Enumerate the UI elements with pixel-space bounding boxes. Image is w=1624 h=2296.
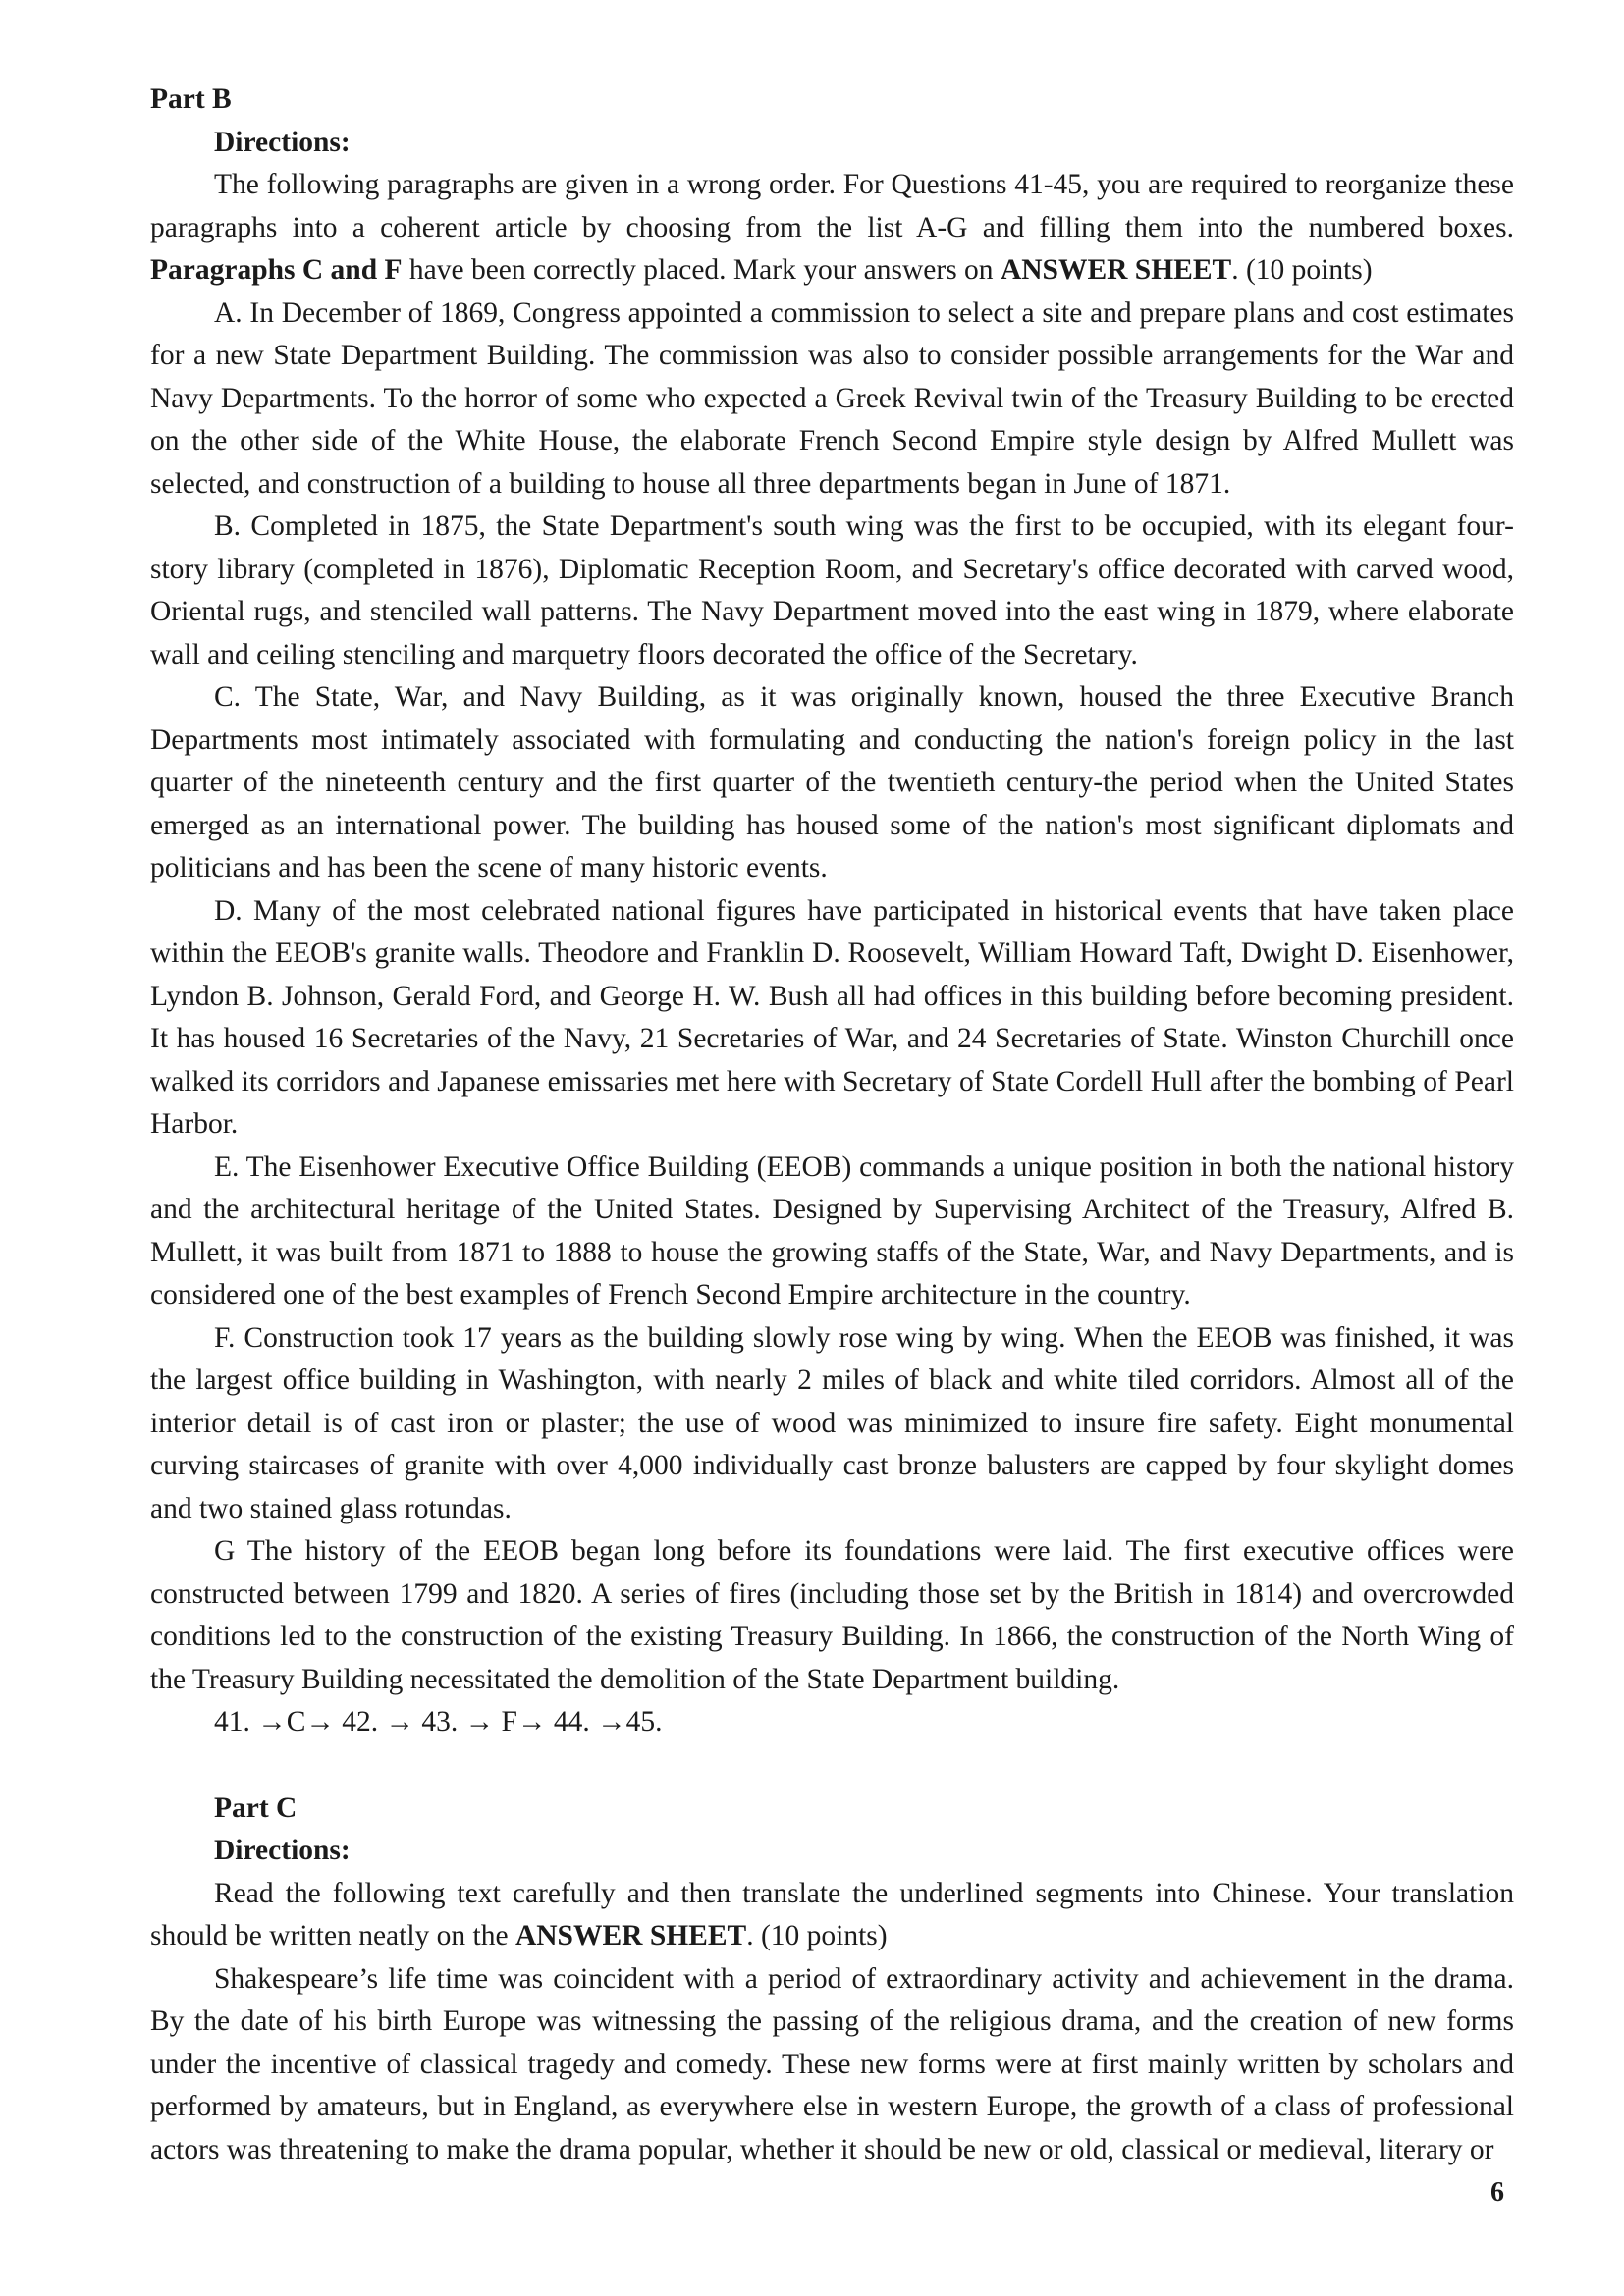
part-c-directions-segment: . (10 points): [746, 1920, 888, 1951]
paragraph-d: D. Many of the most celebrated national figures have participated in historical events that have taken place within the EEOB's granite walls. Theodore and Franklin D. Roosevelt, William Howard Taft, Dwight D. Eisenhower, Lyndon B. Johnson, Gerald Ford, and George H. W. Bush all had offices in this building before becoming president. It has housed 16 Secretaries of the Navy, 21 Secretaries of War, and 24 Secretaries of State. Winston Churchill once walked its corridors and Japanese emissaries met here with Secretary of State Cordell Hull after the bombing of Pearl Harbor.: [150, 894, 1514, 1140]
part-b-directions-segment: . (10 points): [1231, 254, 1373, 286]
paragraph-a: A. In December of 1869, Congress appointed a commission to select a site and prepare plans and cost estimates for a new State Department Building. The commission was also to consider possible arrangements for the War and Navy Departments. To the horror of some who expected a Greek Revival twin of the Treasury Building to be erected on the other side of the White House, the elaborate French Second Empire style design by Alfred Mullett was selected, and construction of a building to house all three departments began in June of 1871.: [150, 296, 1514, 500]
paragraph-g: G The history of the EEOB began long before its foundations were laid. The first executive offices were constructed between 1799 and 1820. A series of fires (including those set by the British in 1814) and overcrowded conditions led to the construction of the existing Treasury Building. In 1866, the construction of the North Wing of the Treasury Building necessitated the demolition of the State Department building.: [150, 1535, 1514, 1695]
paragraph-e: E. The Eisenhower Executive Office Building (EEOB) commands a unique position in both the national history and the architectural heritage of the United States. Designed by Supervising Architect of the Treasury, Alfred B. Mullett, it was built from 1871 to 1888 to house the growing staffs of the State, War, and Navy Departments, and is considered one of the best examples of French Second Empire architecture in the country.: [150, 1150, 1514, 1310]
part-b-directions: [150, 164, 1514, 293]
part-b-directions-segment: The following paragraphs are given in a wrong order. For Questions 41-45, you are required to reorganize these paragraphs into a coherent article by choosing from the list A-G and filling them into the numbered boxes.: [150, 169, 1514, 243]
part-b-directions-segment-bold: ANSWER SHEET: [1000, 254, 1232, 286]
part-c-directions-segment: Read the following text carefully and then translate the underlined segments into Chinese. Your translation should be written neatly on the: [150, 1877, 1514, 1951]
paragraph-b: B. Completed in 1875, the State Department's south wing was the first to be occupied, with its elegant four-story library (completed in 1876), Diplomatic Reception Room, and Secretary's office decorated with carved wood, Oriental rugs, and stenciled wall patterns. The Navy Department moved into the east wing in 1879, where elaborate wall and ceiling stenciling and marquetry floors decorated the office of the Secretary.: [150, 510, 1514, 670]
part-c-section: [150, 1788, 1514, 2172]
part-b-directions-label: Directions:: [214, 126, 351, 158]
page-number: 6: [1490, 2177, 1504, 2208]
paragraph-c: C. The State, War, and Navy Building, as it was originally known, housed the three Executive Branch Departments most intimately associated with formulating and conducting the nation's foreign policy in the last quarter of the nineteenth century and the first quarter of the twentieth century-the period when the United States emerged as an international power. The building has housed some of the nation's most significant diplomats and politicians and has been the scene of many historic events.: [150, 681, 1514, 883]
part-c-passage: Shakespeare’s life time was coincident with a period of extraordinary activity and achievement in the drama. By the date of his birth Europe was witnessing the passing of the religious drama, and the creation of new forms under the incentive of classical tragedy and comedy. These new forms were at first mainly written by scholars and performed by amateurs, but in England, as everywhere else in western Europe, the growth of a class of professional actors was threatening to make the drama popular, whether it should be new or old, classical or medieval, literary or: [150, 1962, 1514, 2165]
part-c-directions-segment-bold: ANSWER SHEET: [514, 1920, 747, 1951]
part-b-directions-segment-bold: Paragraphs C and F: [150, 254, 403, 286]
answer-boxes-line: 41. →C→ 42. → 43. → F→ 44. →45.: [214, 1706, 663, 1737]
part-c-directions-label: Directions:: [214, 1835, 351, 1866]
paragraph-f: F. Construction took 17 years as the building slowly rose wing by wing. When the EEOB was finished, it was the largest office building in Washington, with nearly 2 miles of black and white tiled corridors. Almost all of the interior detail is of cast iron or plaster; the use of wood was minimized to insure fire safety. Eight monumental curving staircases of granite with over 4,000 individually cast bronze balusters are capped by four skylight domes and two stained glass rotundas.: [150, 1321, 1514, 1524]
part-c-heading: Part C: [214, 1791, 298, 1824]
part-b-directions-segment: have been correctly placed. Mark your answers on: [402, 254, 1001, 286]
part-c-directions: [150, 1873, 1514, 1958]
part-b-heading: Part B: [150, 83, 232, 115]
